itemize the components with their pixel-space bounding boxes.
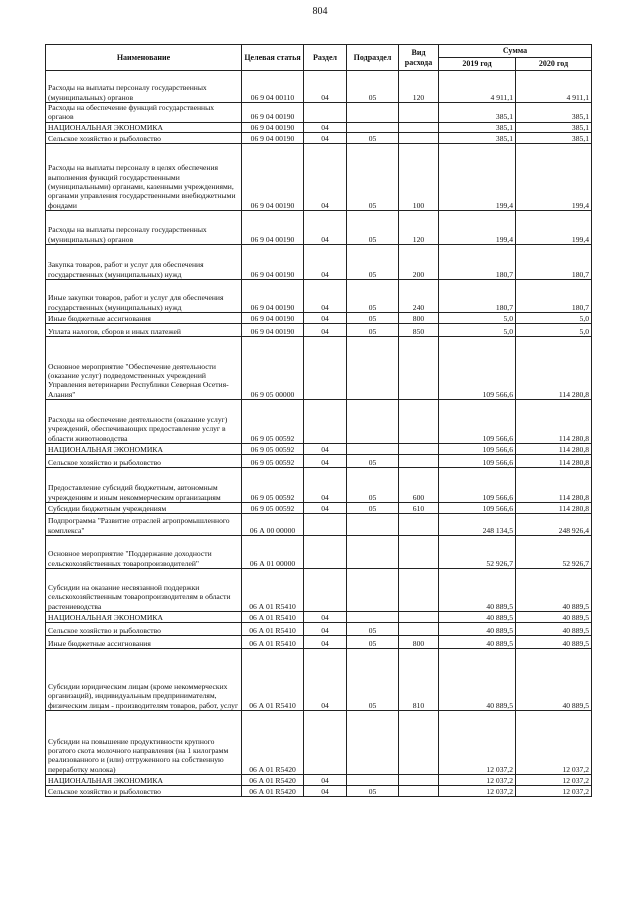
row-subsection (347, 444, 399, 455)
row-subsection: 05 (347, 280, 399, 313)
row-sum-2020: 40 889,5 (516, 612, 592, 623)
row-subsection: 05 (347, 71, 399, 103)
row-target: 06 А 01 R5420 (242, 786, 304, 797)
row-section: 04 (304, 786, 347, 797)
row-sum-2020: 5,0 (516, 324, 592, 337)
row-sum-2020: 199,4 (516, 144, 592, 211)
row-subsection: 05 (347, 211, 399, 245)
row-sum-2019: 52 926,7 (439, 536, 516, 569)
row-sum-2020: 12 037,2 (516, 775, 592, 786)
row-name: Закупка товаров, работ и услуг для обеспечения государственных (муниципальных) нужд (46, 245, 242, 280)
row-subsection (347, 400, 399, 444)
row-expense-type (399, 711, 439, 775)
row-section: 04 (304, 636, 347, 649)
table-row (46, 636, 592, 649)
table-row (46, 103, 592, 123)
row-expense-type (399, 444, 439, 455)
row-expense-type (399, 536, 439, 569)
row-target: 06 9 04 00190 (242, 245, 304, 280)
row-name: НАЦИОНАЛЬНАЯ ЭКОНОМИКА (46, 444, 242, 455)
table-row (46, 400, 592, 444)
row-target: 06 9 04 00190 (242, 280, 304, 313)
row-subsection: 05 (347, 133, 399, 144)
row-name: Основное мероприятие "Поддержание доходности сельскохозяйственных товаропроизводителей" (46, 536, 242, 569)
row-target: 06 9 04 00190 (242, 103, 304, 123)
row-name: НАЦИОНАЛЬНАЯ ЭКОНОМИКА (46, 612, 242, 623)
row-expense-type: 800 (399, 636, 439, 649)
row-name: Предоставление субсидий бюджетным, автономным учреждениям и иным некоммерческим организациям (46, 468, 242, 503)
row-name: Расходы на выплаты персоналу государственных (муниципальных) органов (46, 211, 242, 245)
row-sum-2019: 109 566,6 (439, 503, 516, 514)
row-target: 06 9 04 00190 (242, 133, 304, 144)
row-name: Субсидии на оказание несвязанной поддержки сельскохозяйственным товаропроизводителям в области растениеводства (46, 569, 242, 612)
table-row (46, 503, 592, 514)
row-section: 04 (304, 623, 347, 636)
row-section: 04 (304, 455, 347, 468)
row-sum-2019: 109 566,6 (439, 444, 516, 455)
row-sum-2020: 180,7 (516, 280, 592, 313)
row-target: 06 9 04 00110 (242, 71, 304, 103)
row-section (304, 400, 347, 444)
row-expense-type (399, 775, 439, 786)
row-expense-type: 850 (399, 324, 439, 337)
table-row (46, 245, 592, 280)
row-section: 04 (304, 612, 347, 623)
row-sum-2020: 40 889,5 (516, 649, 592, 711)
row-expense-type: 810 (399, 649, 439, 711)
row-expense-type (399, 612, 439, 623)
header-target: Целевая статья (242, 45, 304, 71)
row-expense-type: 100 (399, 144, 439, 211)
row-name: Подпрограмма "Развитие отраслей агропромышленного комплекса" (46, 514, 242, 536)
table-row (46, 324, 592, 337)
row-subsection: 05 (347, 623, 399, 636)
table-row (46, 775, 592, 786)
row-sum-2020: 385,1 (516, 103, 592, 123)
row-name: Расходы на выплаты персоналу в целях обеспечения выполнения функций государственными (муниципальными) органами, казенными учреждениями, органами управления государственными внебюджетными фондами (46, 144, 242, 211)
row-expense-type: 600 (399, 468, 439, 503)
row-name: Уплата налогов, сборов и иных платежей (46, 324, 242, 337)
row-expense-type: 240 (399, 280, 439, 313)
row-expense-type (399, 786, 439, 797)
row-sum-2019: 385,1 (439, 122, 516, 132)
row-target: 06 9 04 00190 (242, 144, 304, 211)
row-sum-2019: 40 889,5 (439, 649, 516, 711)
row-subsection (347, 514, 399, 536)
row-sum-2020: 114 280,8 (516, 455, 592, 468)
row-sum-2019: 109 566,6 (439, 400, 516, 444)
row-sum-2020: 180,7 (516, 245, 592, 280)
row-expense-type (399, 455, 439, 468)
row-sum-2019: 109 566,6 (439, 455, 516, 468)
row-sum-2020: 385,1 (516, 133, 592, 144)
row-section: 04 (304, 649, 347, 711)
row-sum-2019: 180,7 (439, 280, 516, 313)
header-subsection: Подраздел (347, 45, 399, 71)
table-row (46, 786, 592, 797)
row-sum-2020: 4 911,1 (516, 71, 592, 103)
table-row (46, 711, 592, 775)
row-subsection: 05 (347, 324, 399, 337)
row-sum-2019: 109 566,6 (439, 337, 516, 400)
row-expense-type: 610 (399, 503, 439, 514)
row-subsection: 05 (347, 649, 399, 711)
row-name: Расходы на обеспечение деятельности (оказание услуг) учреждений, обеспечивающих предоставление услуг в области животноводства (46, 400, 242, 444)
table-row (46, 280, 592, 313)
row-section: 04 (304, 245, 347, 280)
row-sum-2019: 385,1 (439, 133, 516, 144)
row-expense-type (399, 337, 439, 400)
row-expense-type (399, 400, 439, 444)
row-section: 04 (304, 468, 347, 503)
row-name: Иные бюджетные ассигнования (46, 636, 242, 649)
row-subsection (347, 122, 399, 132)
row-sum-2020: 199,4 (516, 211, 592, 245)
row-sum-2020: 248 926,4 (516, 514, 592, 536)
table-row (46, 468, 592, 503)
row-section (304, 711, 347, 775)
row-target: 06 9 05 00000 (242, 337, 304, 400)
row-name: Сельское хозяйство и рыболовство (46, 623, 242, 636)
row-sum-2019: 199,4 (439, 211, 516, 245)
row-section: 04 (304, 503, 347, 514)
row-sum-2019: 40 889,5 (439, 636, 516, 649)
row-sum-2020: 114 280,8 (516, 400, 592, 444)
row-target: 06 9 04 00190 (242, 324, 304, 337)
row-sum-2020: 40 889,5 (516, 636, 592, 649)
row-sum-2020: 114 280,8 (516, 503, 592, 514)
row-sum-2019: 40 889,5 (439, 569, 516, 612)
row-subsection: 05 (347, 636, 399, 649)
row-target: 06 А 01 R5420 (242, 775, 304, 786)
row-name: Субсидии бюджетным учреждениям (46, 503, 242, 514)
row-subsection (347, 775, 399, 786)
row-section: 04 (304, 144, 347, 211)
row-subsection: 05 (347, 313, 399, 324)
row-target: 06 А 01 R5410 (242, 612, 304, 623)
row-expense-type: 120 (399, 71, 439, 103)
table-row (46, 337, 592, 400)
row-sum-2019: 12 037,2 (439, 775, 516, 786)
table-row (46, 536, 592, 569)
row-sum-2020: 52 926,7 (516, 536, 592, 569)
row-section: 04 (304, 324, 347, 337)
row-subsection (347, 569, 399, 612)
row-subsection (347, 536, 399, 569)
header-2019: 2019 год (439, 58, 516, 71)
row-subsection: 05 (347, 245, 399, 280)
table-row (46, 612, 592, 623)
row-subsection: 05 (347, 144, 399, 211)
row-sum-2020: 40 889,5 (516, 623, 592, 636)
row-section: 04 (304, 280, 347, 313)
row-section: 04 (304, 444, 347, 455)
row-section: 04 (304, 122, 347, 132)
header-2020: 2020 год (516, 58, 592, 71)
table-body (46, 71, 592, 797)
row-subsection: 05 (347, 468, 399, 503)
table-row (46, 444, 592, 455)
row-target: 06 9 04 00190 (242, 211, 304, 245)
row-target: 06 9 05 00592 (242, 468, 304, 503)
row-sum-2019: 109 566,6 (439, 468, 516, 503)
table-row (46, 211, 592, 245)
budget-table (45, 44, 592, 797)
row-target: 06 9 05 00592 (242, 503, 304, 514)
header-expense-type: Вид расхода (399, 45, 439, 71)
row-subsection: 05 (347, 503, 399, 514)
row-target: 06 А 00 00000 (242, 514, 304, 536)
row-sum-2019: 40 889,5 (439, 612, 516, 623)
row-subsection: 05 (347, 455, 399, 468)
table-row (46, 144, 592, 211)
row-expense-type: 800 (399, 313, 439, 324)
header-name: Наименование (46, 45, 242, 71)
row-sum-2020: 12 037,2 (516, 786, 592, 797)
row-sum-2020: 385,1 (516, 122, 592, 132)
row-section (304, 337, 347, 400)
row-target: 06 А 01 R5410 (242, 623, 304, 636)
row-sum-2020: 5,0 (516, 313, 592, 324)
row-name: Сельское хозяйство и рыболовство (46, 786, 242, 797)
row-section: 04 (304, 133, 347, 144)
row-target: 06 А 01 R5410 (242, 649, 304, 711)
row-sum-2020: 40 889,5 (516, 569, 592, 612)
row-expense-type (399, 133, 439, 144)
table-row (46, 569, 592, 612)
row-name: НАЦИОНАЛЬНАЯ ЭКОНОМИКА (46, 775, 242, 786)
row-section: 04 (304, 775, 347, 786)
row-subsection (347, 337, 399, 400)
row-subsection (347, 711, 399, 775)
row-target: 06 А 01 R5410 (242, 636, 304, 649)
row-expense-type (399, 569, 439, 612)
row-section: 04 (304, 313, 347, 324)
row-sum-2019: 4 911,1 (439, 71, 516, 103)
row-sum-2019: 199,4 (439, 144, 516, 211)
row-expense-type (399, 122, 439, 132)
row-section: 04 (304, 71, 347, 103)
row-name: Сельское хозяйство и рыболовство (46, 133, 242, 144)
row-target: 06 9 05 00592 (242, 455, 304, 468)
page-number: 804 (312, 6, 328, 17)
row-sum-2019: 12 037,2 (439, 786, 516, 797)
row-section (304, 536, 347, 569)
table-row (46, 514, 592, 536)
row-sum-2019: 12 037,2 (439, 711, 516, 775)
row-sum-2019: 5,0 (439, 313, 516, 324)
row-name: Иные закупки товаров, работ и услуг для обеспечения государственных (муниципальных) нужд (46, 280, 242, 313)
row-name: Расходы на обеспечение функций государственных органов (46, 103, 242, 123)
header-sum: Сумма (439, 45, 592, 58)
row-expense-type (399, 623, 439, 636)
table-row (46, 133, 592, 144)
row-sum-2020: 114 280,8 (516, 468, 592, 503)
table-row (46, 455, 592, 468)
row-name: НАЦИОНАЛЬНАЯ ЭКОНОМИКА (46, 122, 242, 132)
row-expense-type (399, 103, 439, 123)
row-section: 04 (304, 211, 347, 245)
table-row (46, 623, 592, 636)
row-target: 06 А 01 R5410 (242, 569, 304, 612)
table-row (46, 313, 592, 324)
row-name: Субсидии юридическим лицам (кроме некоммерческих организаций), индивидуальным предпринимателям, физическим лицам - производителям товаров, работ, услуг (46, 649, 242, 711)
table-row (46, 71, 592, 103)
row-target: 06 9 04 00190 (242, 122, 304, 132)
row-sum-2019: 5,0 (439, 324, 516, 337)
table-row (46, 649, 592, 711)
row-target: 06 9 05 00592 (242, 400, 304, 444)
row-sum-2019: 248 134,5 (439, 514, 516, 536)
row-expense-type: 120 (399, 211, 439, 245)
row-expense-type (399, 514, 439, 536)
row-sum-2020: 114 280,8 (516, 337, 592, 400)
header-section: Раздел (304, 45, 347, 71)
row-subsection (347, 103, 399, 123)
row-target: 06 А 01 00000 (242, 536, 304, 569)
row-section (304, 514, 347, 536)
row-name: Иные бюджетные ассигнования (46, 313, 242, 324)
row-sum-2020: 12 037,2 (516, 711, 592, 775)
row-sum-2020: 114 280,8 (516, 444, 592, 455)
row-target: 06 А 01 R5420 (242, 711, 304, 775)
row-target: 06 9 05 00592 (242, 444, 304, 455)
row-sum-2019: 40 889,5 (439, 623, 516, 636)
row-section (304, 103, 347, 123)
table-row (46, 122, 592, 132)
row-name: Сельское хозяйство и рыболовство (46, 455, 242, 468)
row-section (304, 569, 347, 612)
row-target: 06 9 04 00190 (242, 313, 304, 324)
row-sum-2019: 385,1 (439, 103, 516, 123)
row-name: Субсидии на повышение продуктивности крупного рогатого скота молочного направления (на 1 килограмм реализованного и (или) отгруженного на собственную переработку молока) (46, 711, 242, 775)
row-name: Основное мероприятие "Обеспечение деятельности (оказание услуг) подведомственных учреждений Управления ветеринарии Республики Северная Осетия-Алания" (46, 337, 242, 400)
row-subsection (347, 612, 399, 623)
row-expense-type: 200 (399, 245, 439, 280)
row-name: Расходы на выплаты персоналу государственных (муниципальных) органов (46, 71, 242, 103)
row-sum-2019: 180,7 (439, 245, 516, 280)
row-subsection: 05 (347, 786, 399, 797)
